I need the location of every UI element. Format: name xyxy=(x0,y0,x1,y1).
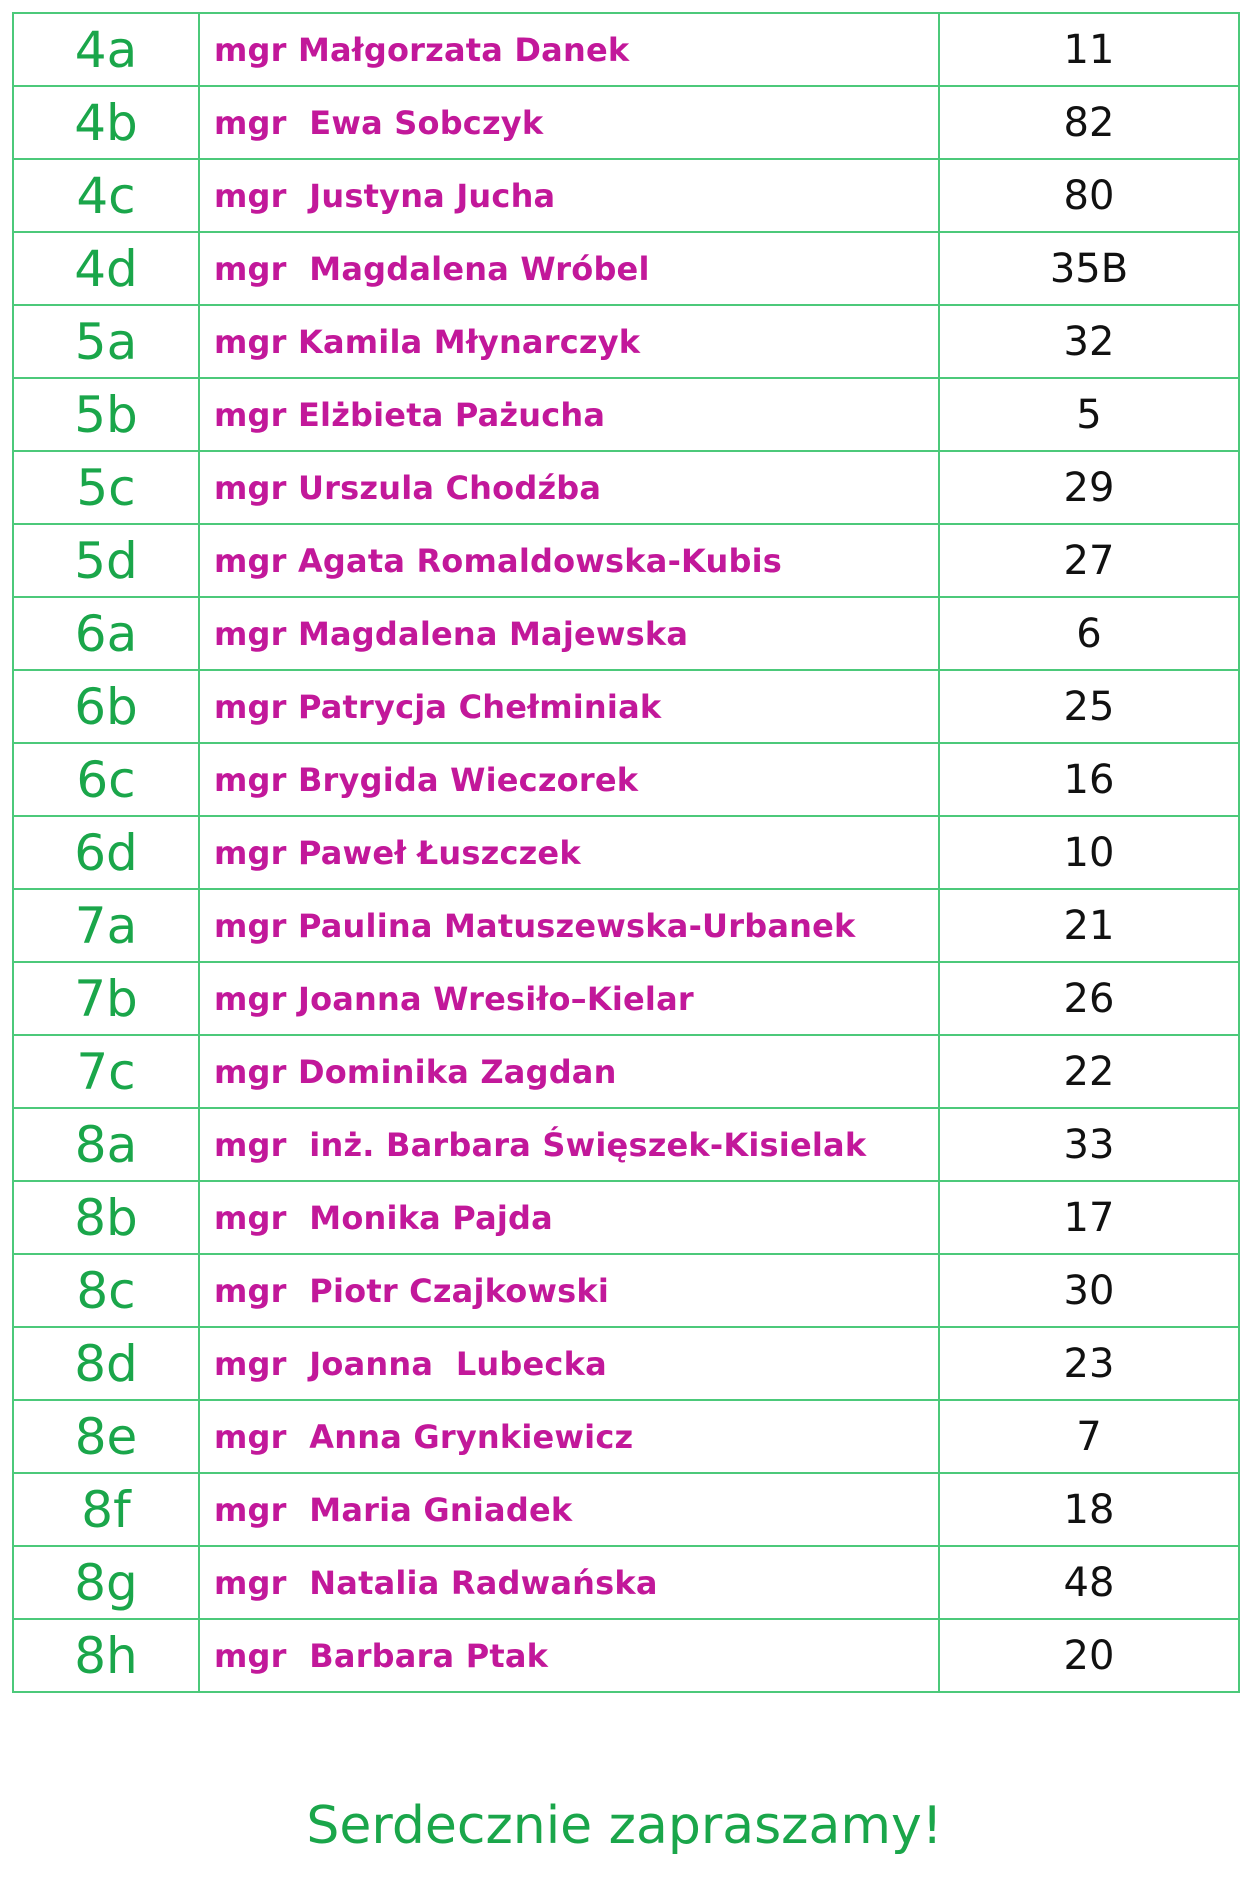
room-number-cell: 10 xyxy=(939,816,1239,889)
invitation-footer: Serdecznie zapraszamy! xyxy=(306,1796,943,1856)
teacher-name-cell: mgr Małgorzata Danek xyxy=(199,13,939,86)
teacher-name-cell: mgr Justyna Jucha xyxy=(199,159,939,232)
table-row xyxy=(13,962,1239,1035)
room-number-cell: 80 xyxy=(939,159,1239,232)
class-name-cell: 7b xyxy=(13,962,199,1035)
teacher-name-cell: mgr Paulina Matuszewska-Urbanek xyxy=(199,889,939,962)
table-row xyxy=(13,13,1239,86)
class-name-cell: 4a xyxy=(13,13,199,86)
room-number-cell: 21 xyxy=(939,889,1239,962)
table-row xyxy=(13,1254,1239,1327)
teacher-name-cell: mgr Joanna Lubecka xyxy=(199,1327,939,1400)
room-number-cell: 26 xyxy=(939,962,1239,1035)
room-number-cell: 29 xyxy=(939,451,1239,524)
class-name-cell: 8h xyxy=(13,1619,199,1692)
teacher-name-cell: mgr Monika Pajda xyxy=(199,1181,939,1254)
room-number-cell: 82 xyxy=(939,86,1239,159)
class-name-cell: 8f xyxy=(13,1473,199,1546)
table-row xyxy=(13,1108,1239,1181)
class-name-cell: 5d xyxy=(13,524,199,597)
teacher-name-cell: mgr inż. Barbara Święszek-Kisielak xyxy=(199,1108,939,1181)
table-row xyxy=(13,889,1239,962)
class-name-cell: 8a xyxy=(13,1108,199,1181)
class-name-cell: 6c xyxy=(13,743,199,816)
teacher-name-cell: mgr Patrycja Chełminiak xyxy=(199,670,939,743)
table-row xyxy=(13,378,1239,451)
table-row xyxy=(13,1327,1239,1400)
teacher-name-cell: mgr Brygida Wieczorek xyxy=(199,743,939,816)
class-name-cell: 8d xyxy=(13,1327,199,1400)
class-name-cell: 4b xyxy=(13,86,199,159)
table-row xyxy=(13,1619,1239,1692)
room-number-cell: 33 xyxy=(939,1108,1239,1181)
room-number-cell: 7 xyxy=(939,1400,1239,1473)
class-name-cell: 5a xyxy=(13,305,199,378)
teacher-name-cell: mgr Urszula Chodźba xyxy=(199,451,939,524)
table-row xyxy=(13,1181,1239,1254)
class-name-cell: 4d xyxy=(13,232,199,305)
room-number-cell: 23 xyxy=(939,1327,1239,1400)
table-body xyxy=(13,13,1239,1692)
room-number-cell: 17 xyxy=(939,1181,1239,1254)
table-row xyxy=(13,597,1239,670)
teacher-name-cell: mgr Piotr Czajkowski xyxy=(199,1254,939,1327)
table-row xyxy=(13,1035,1239,1108)
teacher-name-cell: mgr Anna Grynkiewicz xyxy=(199,1400,939,1473)
class-name-cell: 7c xyxy=(13,1035,199,1108)
table-row xyxy=(13,1400,1239,1473)
table-row xyxy=(13,451,1239,524)
table-row xyxy=(13,743,1239,816)
teacher-name-cell: mgr Kamila Młynarczyk xyxy=(199,305,939,378)
class-name-cell: 5b xyxy=(13,378,199,451)
room-number-cell: 20 xyxy=(939,1619,1239,1692)
table-row xyxy=(13,816,1239,889)
room-number-cell: 22 xyxy=(939,1035,1239,1108)
teacher-name-cell: mgr Natalia Radwańska xyxy=(199,1546,939,1619)
class-name-cell: 8e xyxy=(13,1400,199,1473)
room-number-cell: 11 xyxy=(939,13,1239,86)
table-row xyxy=(13,1473,1239,1546)
table-row xyxy=(13,524,1239,597)
class-teacher-table xyxy=(12,12,1240,1693)
room-number-cell: 6 xyxy=(939,597,1239,670)
table-row xyxy=(13,159,1239,232)
class-name-cell: 7a xyxy=(13,889,199,962)
teacher-name-cell: mgr Paweł Łuszczek xyxy=(199,816,939,889)
teacher-name-cell: mgr Ewa Sobczyk xyxy=(199,86,939,159)
table-row xyxy=(13,670,1239,743)
class-teacher-table-container xyxy=(12,12,1238,1693)
teacher-name-cell: mgr Dominika Zagdan xyxy=(199,1035,939,1108)
table-row xyxy=(13,232,1239,305)
teacher-name-cell: mgr Barbara Ptak xyxy=(199,1619,939,1692)
class-name-cell: 5c xyxy=(13,451,199,524)
class-name-cell: 6a xyxy=(13,597,199,670)
teacher-name-cell: mgr Magdalena Wróbel xyxy=(199,232,939,305)
room-number-cell: 16 xyxy=(939,743,1239,816)
room-number-cell: 32 xyxy=(939,305,1239,378)
class-name-cell: 6d xyxy=(13,816,199,889)
teacher-name-cell: mgr Joanna Wresiło–Kielar xyxy=(199,962,939,1035)
room-number-cell: 25 xyxy=(939,670,1239,743)
teacher-name-cell: mgr Maria Gniadek xyxy=(199,1473,939,1546)
room-number-cell: 30 xyxy=(939,1254,1239,1327)
room-number-cell: 18 xyxy=(939,1473,1239,1546)
room-number-cell: 27 xyxy=(939,524,1239,597)
room-number-cell: 48 xyxy=(939,1546,1239,1619)
class-name-cell: 8b xyxy=(13,1181,199,1254)
teacher-name-cell: mgr Elżbieta Pażucha xyxy=(199,378,939,451)
class-name-cell: 4c xyxy=(13,159,199,232)
teacher-name-cell: mgr Magdalena Majewska xyxy=(199,597,939,670)
table-row xyxy=(13,86,1239,159)
room-number-cell: 5 xyxy=(939,378,1239,451)
teacher-name-cell: mgr Agata Romaldowska-Kubis xyxy=(199,524,939,597)
class-name-cell: 8g xyxy=(13,1546,199,1619)
room-number-cell: 35B xyxy=(939,232,1239,305)
table-row xyxy=(13,1546,1239,1619)
table-row xyxy=(13,305,1239,378)
class-name-cell: 6b xyxy=(13,670,199,743)
class-name-cell: 8c xyxy=(13,1254,199,1327)
